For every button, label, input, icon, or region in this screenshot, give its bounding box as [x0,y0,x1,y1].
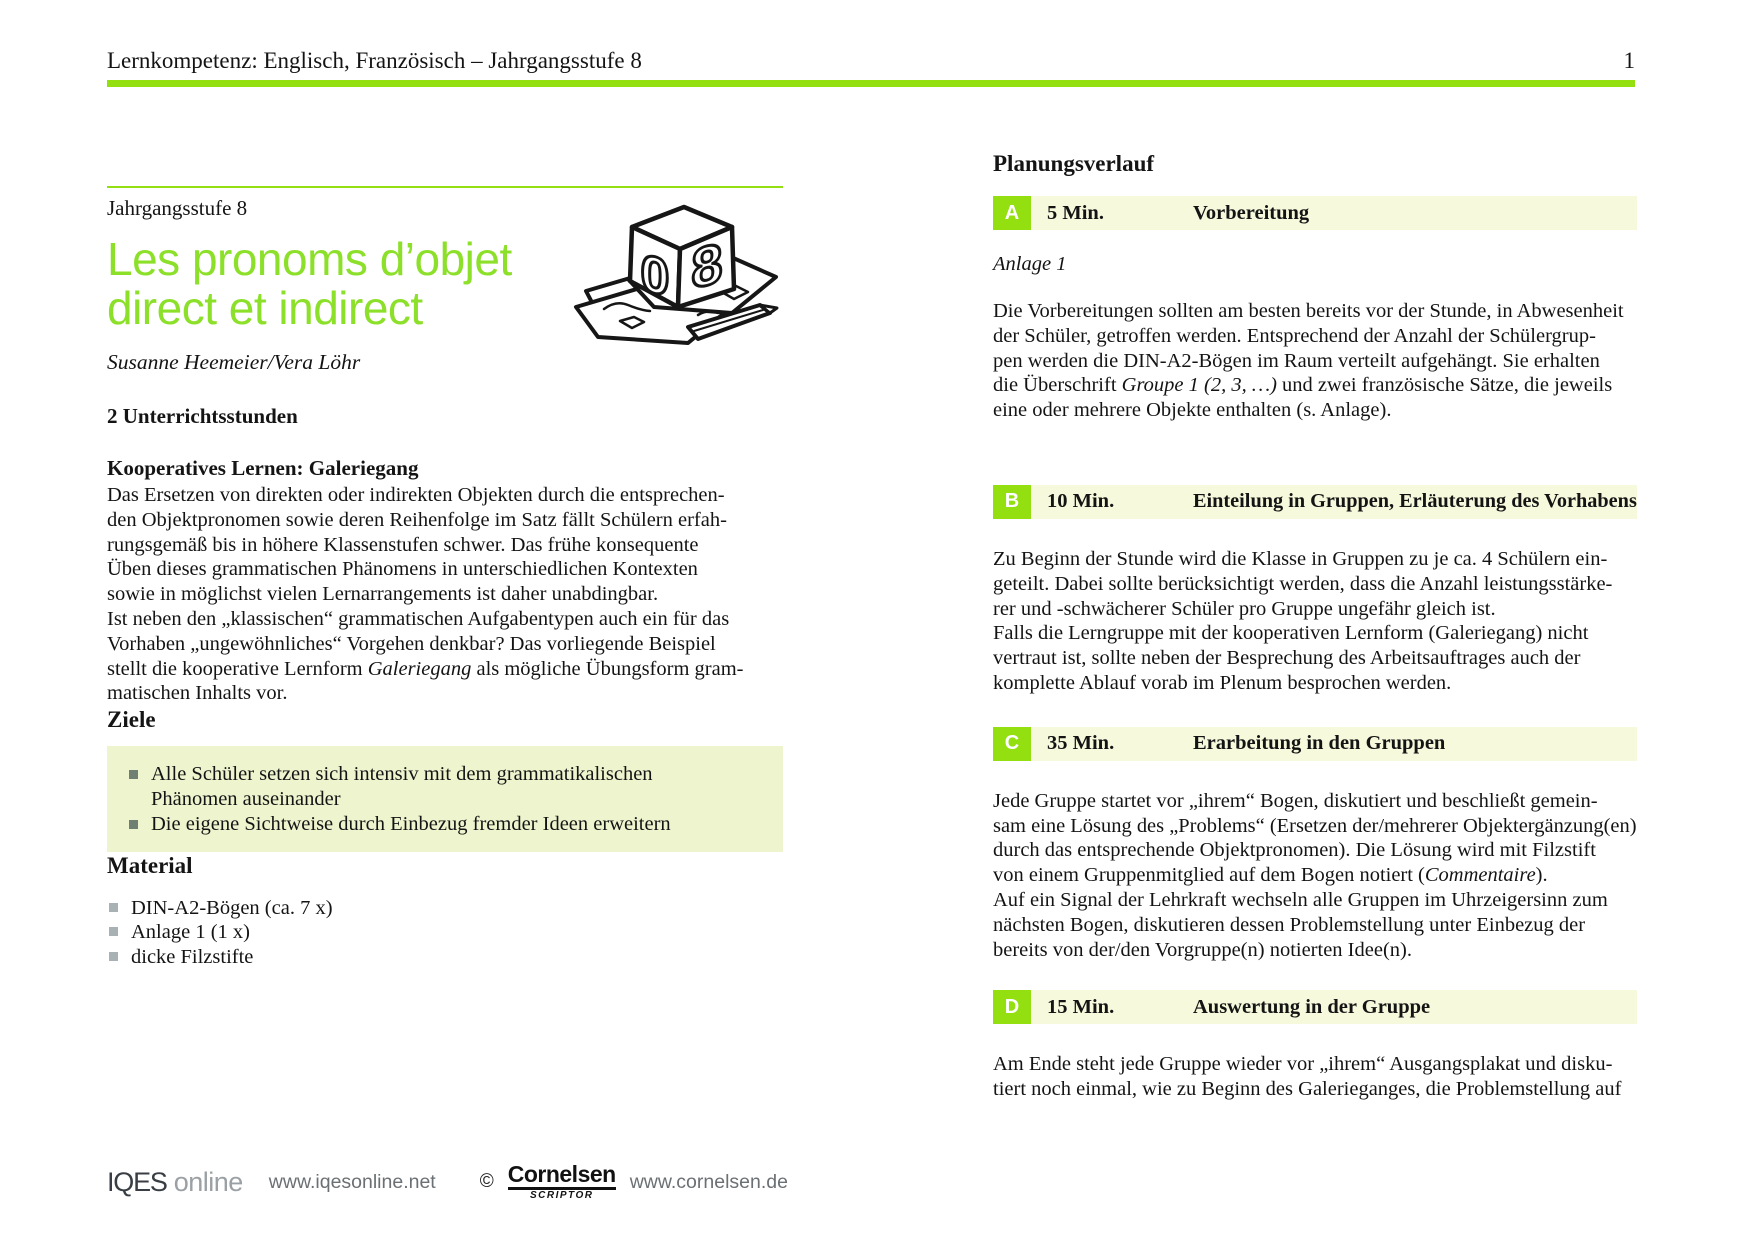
phase-d-badge: D [993,990,1031,1024]
phase-d-band [1031,990,1637,1024]
text-line: Falls die Lerngruppe mit der kooperativen Lernform (Galeriegang) nicht [993,622,1589,645]
goals-box [107,746,783,851]
die-08-papers-pencil-illustration [570,193,785,351]
text-line: geteilt. Dabei sollte berücksichtigt werden, dass die Anzahl leistungsstärke- [993,572,1613,595]
cornelsen-logo [508,1163,616,1201]
text-line: bereits von der/den Vorgruppe(n) notierten Idee(n). [993,938,1412,961]
header-rule [107,80,1635,87]
square-bullet-icon [109,927,118,936]
plan-heading: Planungsverlauf [993,151,1155,176]
material-heading: Material [107,852,193,878]
text-line: Ist neben den „klassischen“ grammatischen Aufgabentypen auch ein für das [107,607,730,630]
text-line: Phänomen auseinander [151,787,341,810]
phase-a-badge: A [993,196,1031,230]
text-line: eine oder mehrere Objekte enthalten (s. Anlage). [993,399,1392,422]
phase-a-band [1031,196,1637,230]
text-line: durch das entsprechende Objektpronomen). Die Lösung wird mit Filzstift [993,839,1596,862]
text-line: Die eigene Sichtweise durch Einbezug fremder Ideen erweitern [151,812,671,835]
phase-b-paragraph-1 [993,547,1637,621]
square-bullet-icon [129,770,138,779]
goal-item-text [151,762,763,812]
square-bullet-icon [129,820,138,829]
text-line: Vorhaben „ungewöhnliches“ Vorgehen denkbar? Das vorliegende Beispiel [107,632,716,655]
text-line: sam eine Lösung des „Problems“ (Ersetzen der/mehrerer Objektergänzung(en) [993,814,1637,837]
lesson-duration: 2 Unterrichtsstunden [107,404,298,428]
footer [107,1163,788,1201]
text-line: von einem Gruppenmitglied auf dem Bogen notiert (Commentaire). [993,864,1548,887]
iqes-logo-online: online [173,1166,243,1197]
material-item [107,920,783,945]
column-rule [107,186,783,188]
goal-item [127,762,763,812]
text-line: nächsten Bogen, diskutieren dessen Problemstellung unter Einbezug der [993,913,1586,936]
text-line: Alle Schüler setzen sich intensiv mit dem grammatikalischen [151,763,653,786]
phase-c-header [993,727,1637,761]
material-item [107,896,783,921]
text-line: matischen Inhalts vor. [107,682,288,705]
text-line: vertraut ist, sollte neben der Besprechung des Arbeitsauftrages auch der [993,647,1581,670]
phase-d-time: 15 Min. [1047,995,1115,1018]
phase-c-time: 35 Min. [1047,732,1115,755]
text-line: Zu Beginn der Stunde wird die Klasse in Gruppen zu je ca. 4 Schülern ein- [993,547,1608,570]
text-line: pen werden die DIN-A2-Bögen im Raum verteilt aufgehängt. Sie erhalten [993,349,1600,372]
phase-d-header [993,990,1637,1024]
phase-b-paragraph-2 [993,621,1637,695]
text-line: sowie in möglichst vielen Lernarrangements ist daher unabdingbar. [107,583,659,606]
phase-c-band [1031,727,1637,761]
phase-d-title: Auswertung in der Gruppe [1193,995,1431,1018]
text-line: rungsgemäß bis in höhere Klassenstufen schwer. Das frühe konsequente [107,533,699,556]
material-item-text: Anlage 1 (1 x) [131,921,250,944]
text-line: den Objektpronomen sowie deren Reihenfolge im Satz fällt Schülern erfah- [107,508,727,531]
copyright-symbol: © [479,1171,494,1192]
phase-a-time: 5 Min. [1047,201,1104,224]
text-line: der Schüler, getroffen werden. Entsprechend der Anzahl der Schülergrup- [993,324,1596,347]
header-title: Lernkompetenz: Englisch, Französisch – Jahrgangsstufe 8 [107,48,642,73]
iqes-logo: IQES [107,1166,167,1197]
phase-a-paragraph [993,299,1637,423]
die-digit-front: 0 [640,243,670,309]
phase-a-title: Vorbereitung [1193,201,1310,224]
material-item-text: dicke Filzstifte [131,945,254,968]
phase-b-header [993,485,1637,519]
text-line: Üben dieses grammatischen Phänomens in unterschiedlichen Kontexten [107,558,698,581]
authors: Susanne Heemeier/Vera Löhr [107,350,361,374]
phase-c-paragraph-2 [993,888,1637,962]
intro-heading: Kooperatives Lernen: Galeriegang [107,456,419,480]
text-line: Am Ende steht jede Gruppe wieder vor „ihrem“ Ausgangsplakat und disku- [993,1053,1613,1076]
text-line: tiert noch einmal, wie zu Beginn des Galerieganges, die Problemstellung auf [993,1078,1622,1101]
text-line: Die Vorbereitungen sollten am besten bereits vor der Stunde, in Abwesenheit [993,300,1624,322]
phase-b-band [1031,485,1637,519]
phase-d-paragraph [993,1052,1637,1102]
right-column [993,150,1637,1102]
lesson-title-line1: Les pronoms d’objet [107,233,512,285]
text-line: komplette Ablauf vorab im Plenum besprochen werden. [993,671,1452,694]
material-item [107,945,783,970]
die-digit-side: 8 [691,231,723,302]
phase-c-paragraph-1 [993,789,1637,888]
page-number: 1 [1623,48,1635,73]
goal-item-text [151,812,763,837]
text-line: Das Ersetzen von direkten oder indirekten Objekten durch die entsprechen- [107,484,725,506]
cornelsen-url-link[interactable]: www.cornelsen.de [629,1170,788,1193]
cornelsen-logo-brand: Cornelsen [508,1163,616,1190]
square-bullet-icon [109,903,118,912]
material-item-text: DIN-A2-Bögen (ca. 7 x) [131,896,333,919]
phase-a-header [993,196,1637,230]
phase-c-title: Erarbeitung in den Gruppen [1193,732,1446,755]
cornelsen-logo-scriptor: SCRIPTOR [529,1190,594,1201]
grade-kicker: Jahrgangsstufe 8 [107,196,248,220]
intro-paragraph-2 [107,607,783,706]
text-line: Jede Gruppe startet vor „ihrem“ Bogen, diskutiert und beschließt gemein- [993,789,1598,812]
text-line: Auf ein Signal der Lehrkraft wechseln alle Gruppen im Uhrzeigersinn zum [993,888,1608,911]
phase-c-badge: C [993,727,1031,761]
lesson-title-line2: direct et indirect [107,282,423,334]
iqes-url-link[interactable]: www.iqesonline.net [268,1170,436,1193]
goals-heading: Ziele [107,707,156,733]
text-line: die Überschrift Groupe 1 (2, 3, …) und zwei französische Sätze, die jeweils [993,374,1613,397]
phase-b-time: 10 Min. [1047,490,1115,513]
phase-b-badge: B [993,485,1031,519]
phase-b-title: Einteilung in Gruppen, Erläuterung des Vorhabens [1193,490,1637,513]
text-line: stellt die kooperative Lernform Galeriegang als mögliche Übungsform gram- [107,657,744,680]
phase-a-note: Anlage 1 [993,253,1067,275]
square-bullet-icon [109,952,118,961]
text-line: rer und -schwächerer Schüler pro Gruppe ungefähr gleich ist. [993,597,1496,620]
goal-item [127,812,763,837]
intro-paragraph-1 [107,483,783,607]
material-list [107,896,783,970]
